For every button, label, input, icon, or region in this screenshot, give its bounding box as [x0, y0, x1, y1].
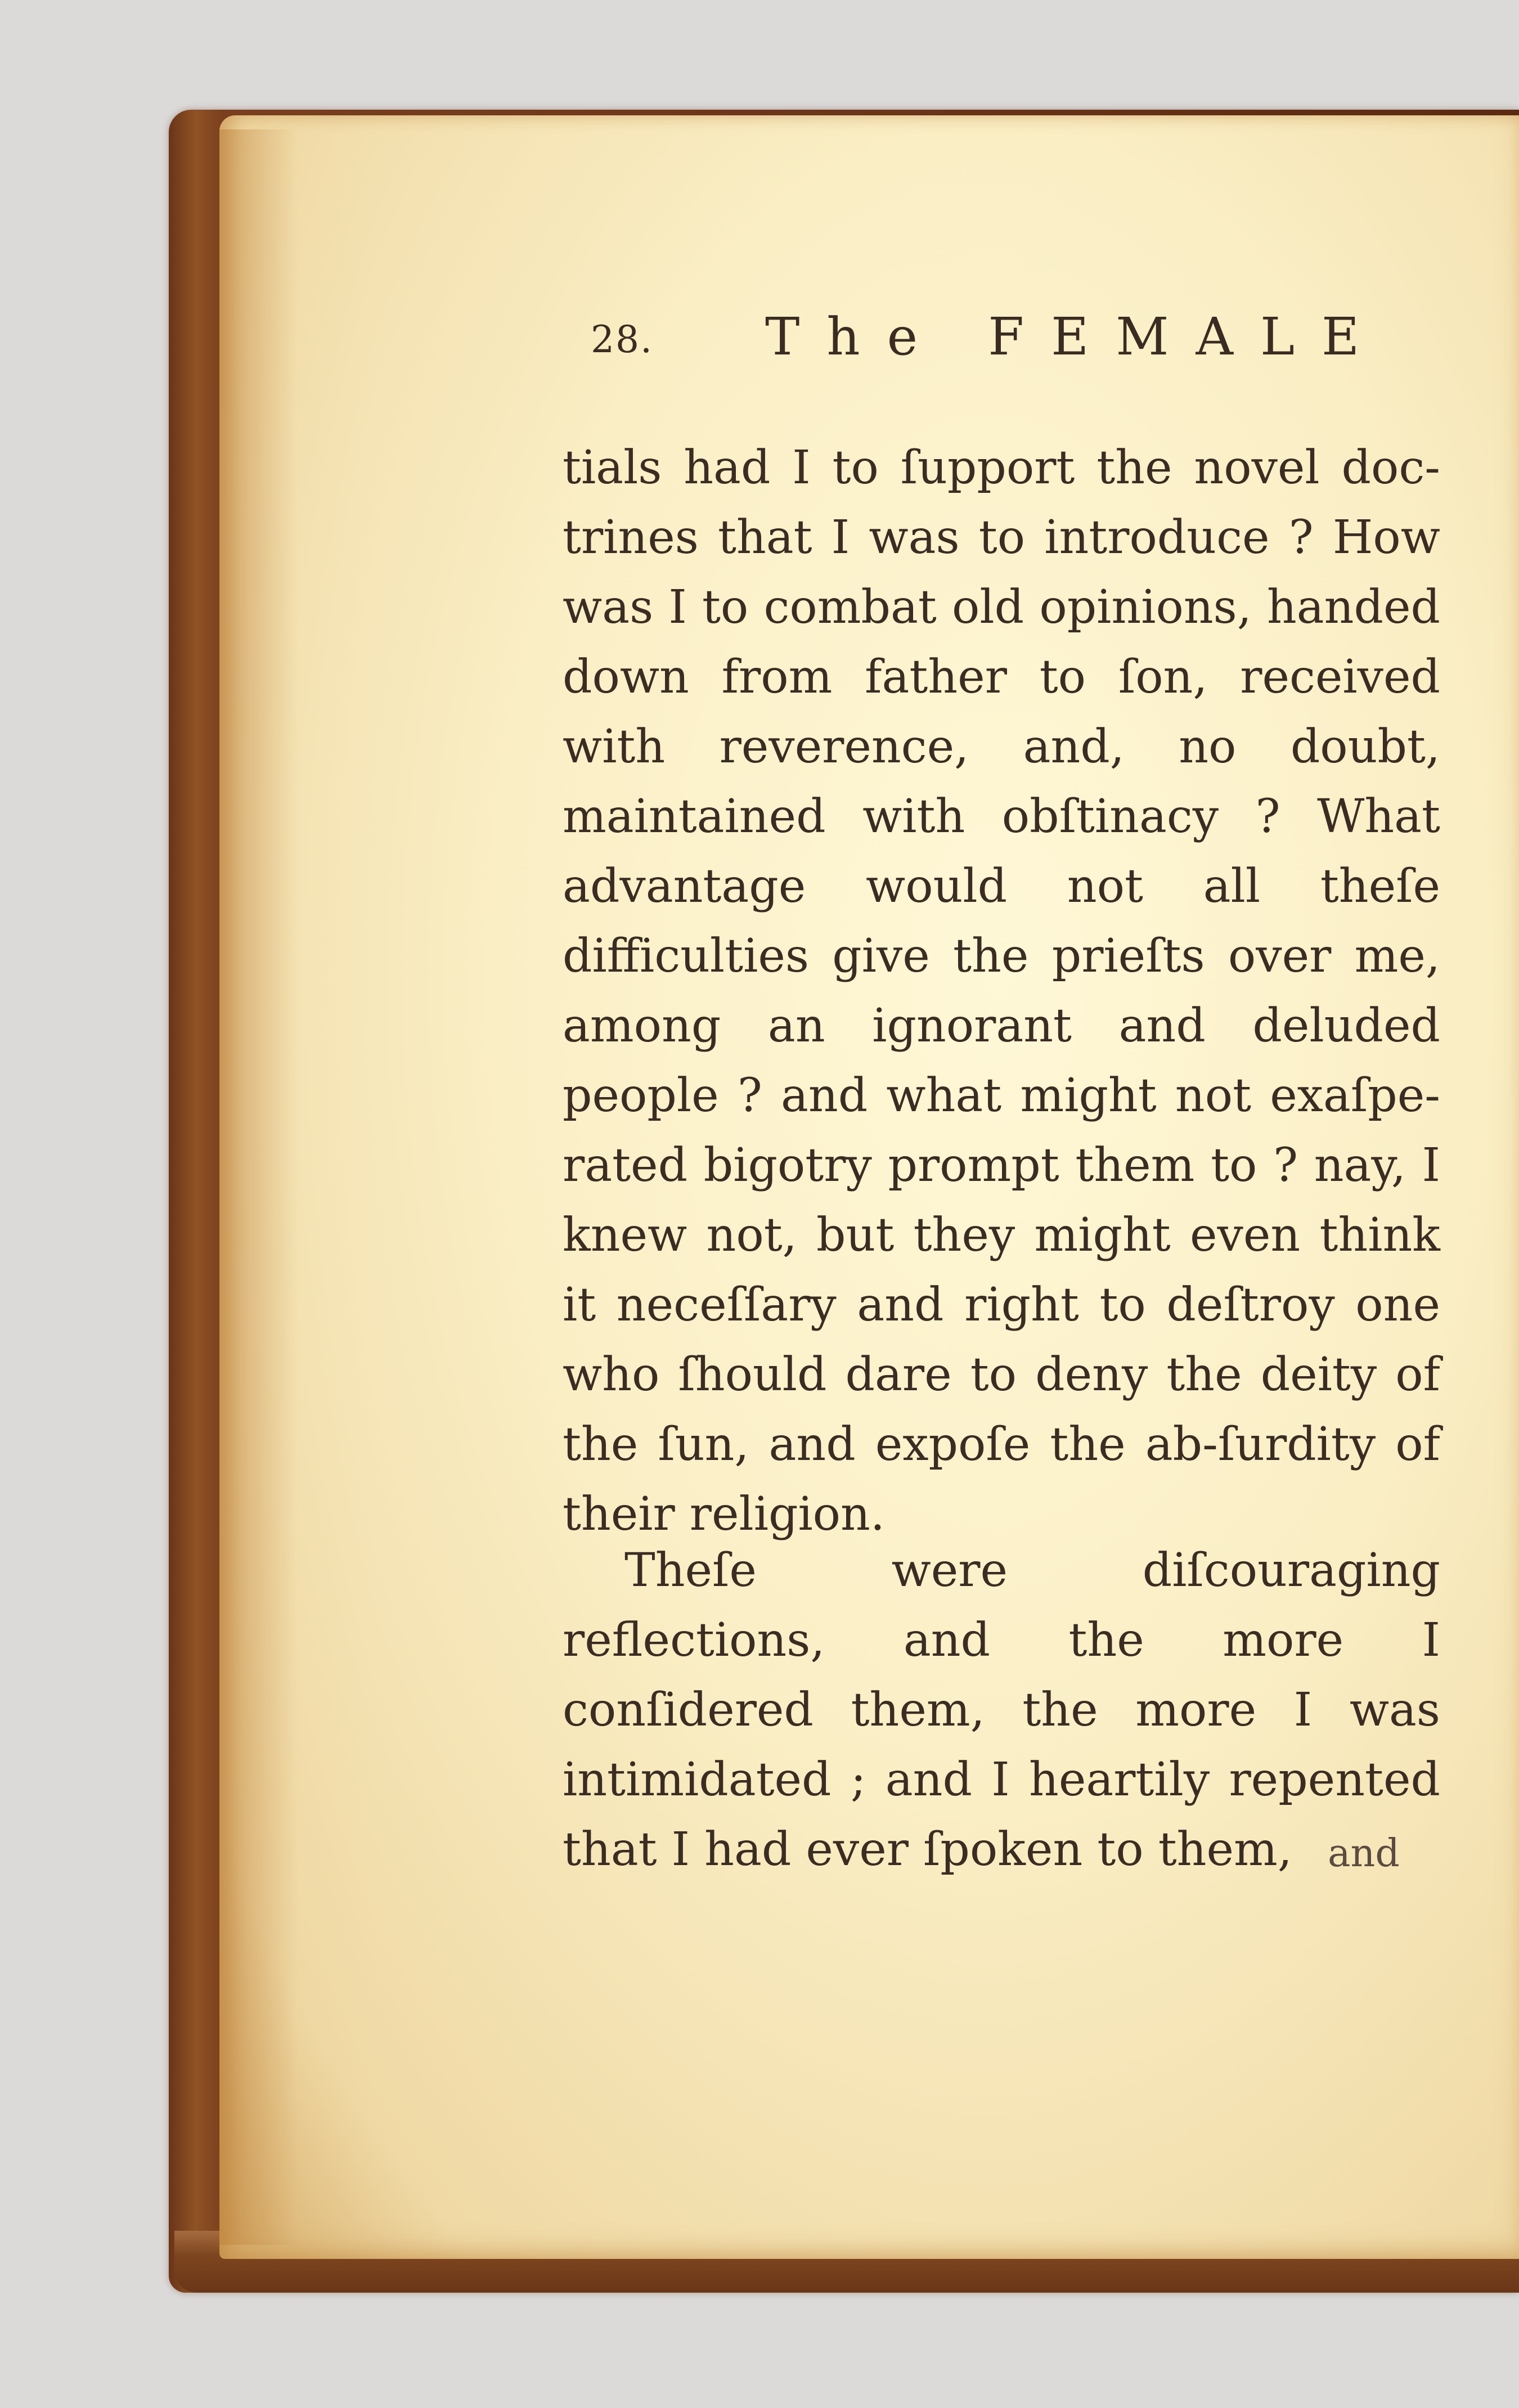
- running-head: [591, 307, 1463, 380]
- paragraph-text: Theſe were diſcouraging reflections, and the more I conſidered them, the more I was intimidated ; and I heartily repented that I had ever ſpoken to them,: [563, 1544, 1440, 1876]
- catchword: and: [1328, 1831, 1400, 1876]
- body-paragraph-2: [563, 1536, 1440, 1885]
- paragraph-text: tials had I to ſupport the novel doc-trines that I was to introduce ? How was I to combat old opinions, handed down from father to ſon, received with reverence, and, no doubt, maintained with obſtinacy ? What advantage would not all theſe difficulties give the prieſts over me, among an ignorant and deluded people ? and what might not exaſpe-rated bigotry prompt them to ? nay, I knew not, but they might even think it neceſſary and right to deſtroy one who ſhould dare to deny the deity of the ſun, and expoſe the ab-ſurdity of their religion.: [563, 441, 1440, 1541]
- body-paragraph-1: [563, 433, 1440, 1549]
- page-number: 28.: [591, 318, 653, 361]
- running-title: The FEMALE: [765, 307, 1387, 367]
